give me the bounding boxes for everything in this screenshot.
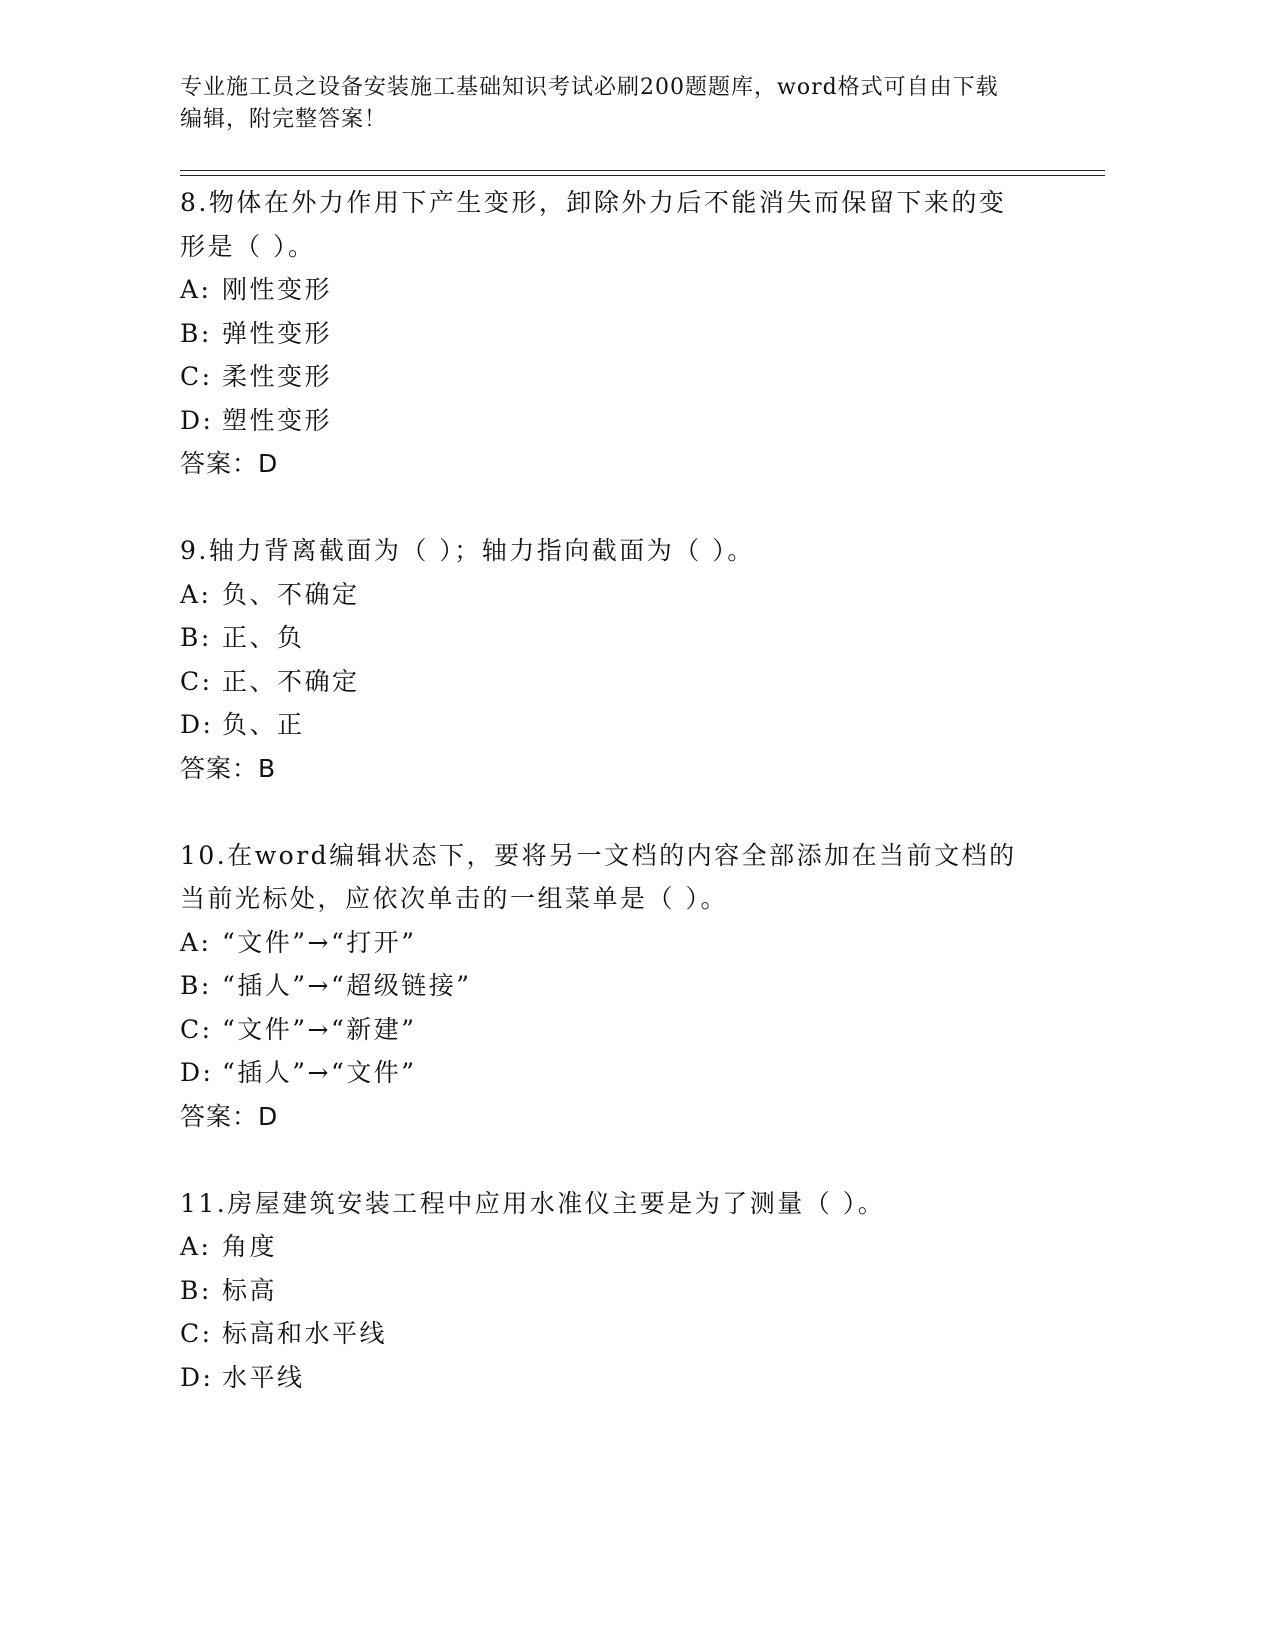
option-text: “文件”→“打开”	[222, 927, 417, 957]
option-key: C:	[180, 362, 213, 391]
option-d	[180, 1051, 1060, 1095]
option-key: A:	[180, 275, 212, 304]
option-text: 角度	[222, 1232, 278, 1261]
option-text: 弹性变形	[222, 318, 333, 348]
option-a	[180, 921, 1060, 965]
answer-line: 答案：B	[180, 753, 277, 783]
question-text: 11.房屋建筑安装工程中应用水准仪主要是为了测量（ ）。	[180, 1188, 886, 1218]
option-key: B:	[180, 971, 212, 1000]
question-11	[180, 1182, 1060, 1400]
question-text: 9.轴力背离截面为（ ）；轴力指向截面为（ ）。	[180, 536, 755, 565]
option-a	[180, 573, 1060, 617]
question-text: 8.物体在外力作用下产生变形，卸除外力后不能消失而保留下来的变 形是（ ）。	[180, 188, 1007, 261]
option-key: B:	[180, 1275, 212, 1305]
option-c	[180, 660, 1060, 704]
option-text: 水平线	[222, 1362, 305, 1392]
option-key: B:	[180, 318, 212, 348]
option-text: “文件”→“新建”	[222, 1014, 417, 1044]
option-key: C:	[180, 666, 213, 696]
option-text: 标高	[222, 1275, 278, 1305]
option-d	[180, 703, 1060, 747]
option-text: “插人”→“文件”	[222, 1058, 417, 1087]
document-header: 专业施工员之设备安装施工基础知识考试必刷200题题库，word格式可自由下载 编辑，附完整答案！	[180, 75, 999, 132]
option-c	[180, 355, 1060, 399]
option-key: A:	[180, 1232, 212, 1261]
option-key: A:	[180, 579, 212, 609]
option-text: 负、不确定	[222, 579, 360, 609]
option-b	[180, 312, 1060, 356]
option-text: 刚性变形	[222, 275, 333, 304]
option-text: 负、正	[222, 710, 305, 739]
question-list	[180, 181, 1060, 1399]
question-10	[180, 834, 1060, 1139]
question-8	[180, 181, 1060, 486]
option-text: 正、不确定	[222, 666, 360, 696]
answer-line: 答案：D	[180, 449, 279, 478]
question-9	[180, 529, 1060, 790]
option-text: 柔性变形	[222, 362, 333, 391]
option-b	[180, 616, 1060, 660]
option-key: D:	[180, 405, 214, 435]
option-b	[180, 1269, 1060, 1313]
header-divider-bottom	[180, 175, 1105, 176]
option-b	[180, 964, 1060, 1008]
option-a	[180, 1225, 1060, 1269]
header-divider-top	[180, 170, 1105, 171]
option-d	[180, 399, 1060, 443]
question-text: 10.在word编辑状态下，要将另一文档的内容全部添加在当前文档的 当前光标处，应依次单击的一组菜单是（ ）。	[180, 840, 1017, 913]
option-d	[180, 1356, 1060, 1400]
option-key: C:	[180, 1319, 213, 1348]
answer-line: 答案：D	[180, 1101, 279, 1131]
spacer	[180, 486, 1060, 530]
option-a	[180, 268, 1060, 312]
option-key: D:	[180, 710, 214, 739]
option-key: A:	[180, 927, 212, 957]
option-c	[180, 1312, 1060, 1356]
option-key: B:	[180, 623, 212, 652]
option-text: 标高和水平线	[222, 1319, 388, 1348]
spacer	[180, 1138, 1060, 1182]
option-text: “插人”→“超级链接”	[222, 971, 472, 1000]
option-c	[180, 1008, 1060, 1052]
option-key: D:	[180, 1362, 214, 1392]
option-key: C:	[180, 1014, 213, 1044]
spacer	[180, 790, 1060, 834]
option-key: D:	[180, 1058, 214, 1087]
option-text: 正、负	[222, 623, 305, 652]
option-text: 塑性变形	[222, 405, 333, 435]
